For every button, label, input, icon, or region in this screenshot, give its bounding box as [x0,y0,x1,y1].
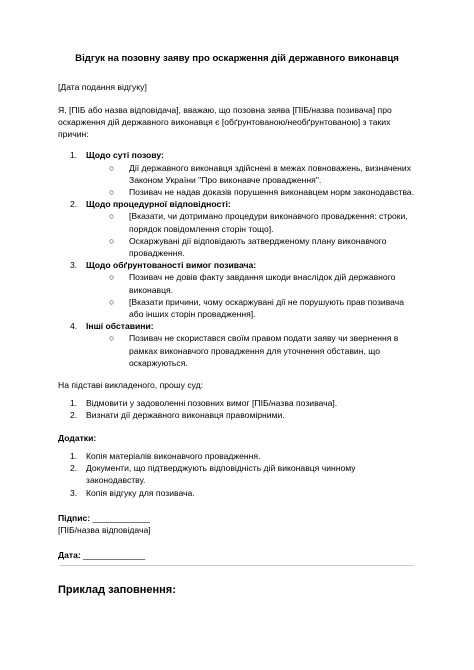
list-item-text: Копія матеріалів виконавчого провадження. [86,450,261,461]
date-placeholder: [Дата подання відгуку] [58,81,147,92]
item-number: 2. [70,410,78,421]
signature-line [58,512,416,524]
document-page [58,52,416,561]
signature-name: [ПІБ/назва відповідача] [58,524,151,535]
example-heading: Приклад заповнення: [58,584,176,596]
date-label: Дата: [58,550,81,561]
list-item-text: Визнати дії державного виконавця правомірними. [86,410,285,421]
attachments-list [58,450,416,499]
section-heading: Щодо обґрунтованості вимог позивача: [86,260,257,271]
item-number: 3. [70,487,78,498]
section-number: 1. [70,150,78,161]
section-2 [58,198,416,259]
attachments-heading: Додатки: [58,432,97,443]
section-items [86,210,416,259]
section-4 [58,320,416,369]
item-number: 1. [70,398,78,409]
list-item-text: [Вказати причини, чому оскаржувані дії не порушують прав позивача або інших сторін провадження]. [129,296,405,320]
list-item [58,450,416,462]
section-1 [58,149,416,198]
item-number: 2. [70,463,78,474]
section-items [86,162,416,199]
section-3 [58,259,416,320]
signature-label: Підпис: [58,512,91,523]
section-heading: Щодо процедурної відповідності: [86,199,231,210]
bullet-icon: ○ [109,187,115,198]
list-item-text: [Вказати, чи дотримано процедури виконавчого провадження: строки, порядок повідомлення сторін тощо]. [129,211,408,234]
section-items [86,271,416,320]
bullet-icon: ○ [109,296,115,307]
list-item [58,462,416,486]
list-item [109,186,416,198]
list-item [58,487,416,499]
list-item [109,332,416,369]
list-item-text: Відмовити у задоволенні позовних вимог [ПІБ/назва позивача]. [86,398,338,409]
arguments-list [58,149,416,369]
divider [60,565,414,566]
section-heading: Щодо суті позову: [86,150,164,161]
list-item-text: Позивач не довів факту завдання шкоди внаслідок дій державного виконавця. [129,272,396,295]
bullet-icon: ○ [109,211,115,222]
document-title: Відгук на позовну заяву про оскарження дій державного виконавця [75,53,399,64]
list-item [109,162,416,186]
section-number: 4. [70,321,78,332]
intro-paragraph: Я, [ПІБ або назва відповідача], вважаю, що позовна заява [ПІБ/назва позивача] про оскарження дій державного виконавця є [обґрунтованою/необґрунтованою] з таких причин: [58,104,392,140]
item-number: 1. [70,450,78,461]
bullet-icon: ○ [109,235,115,246]
list-item-text: Копія відгуку для позивача. [86,487,195,498]
list-item [109,210,416,234]
list-item [58,409,416,421]
request-intro: На підставі викладеного, прошу суд: [58,380,204,391]
list-item-text: Дії державного виконавця здійснені в межах повноважень, визначених Законом України "Про виконавче провадження". [129,162,412,185]
list-item-text: Позивач не надав доказів порушення виконавцем норм законодавства. [129,187,414,198]
list-item-text: Позивач не скористався своїм правом подати заяву чи звернення в рамках виконавчого провадження для уточнення обставин, що оскаржуються. [129,333,399,368]
signature-blank: ____________ [90,512,150,523]
bullet-icon: ○ [109,272,115,283]
section-number: 2. [70,199,78,210]
list-item [109,235,416,259]
list-item [109,296,416,320]
section-items [86,332,416,369]
date-line [58,549,416,561]
section-heading: Інші обставини: [86,321,154,332]
list-item [109,271,416,295]
list-item-text: Документи, що підтверджують відповідність дій виконавця чинному законодавству. [86,463,356,486]
requests-list [58,397,416,421]
bullet-icon: ○ [109,333,115,344]
section-number: 3. [70,260,78,271]
date-blank: _____________ [80,550,146,561]
list-item-text: Оскаржувані дії відповідають затвердженому плану виконавчого провадження. [129,235,387,259]
list-item [58,397,416,409]
bullet-icon: ○ [109,162,115,173]
